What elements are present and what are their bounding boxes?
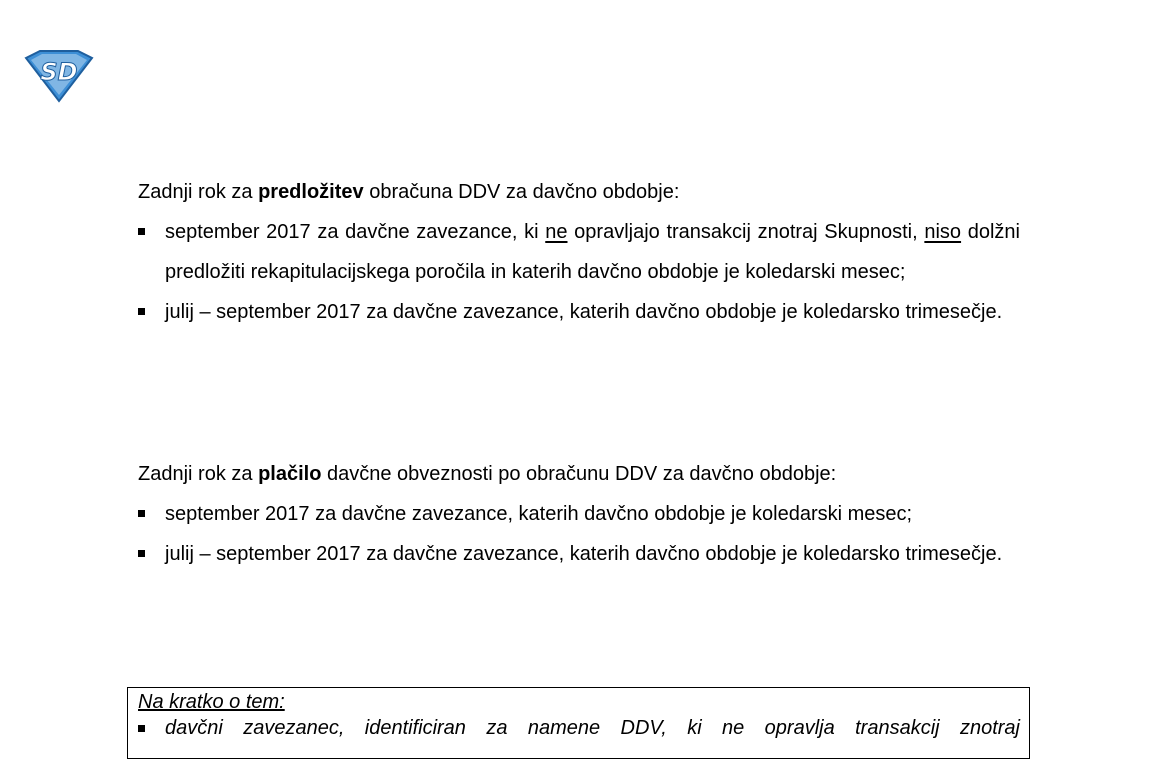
list-item: julij – september 2017 za davčne zavezance, katerih davčno obdobje je koledarsko trimesečje. xyxy=(138,534,1020,574)
section2-list xyxy=(138,494,1020,574)
section2-intro: Zadnji rok za plačilo davčne obveznosti po obračunu DDV za davčno obdobje: xyxy=(138,463,837,485)
section1-intro-bold: predložitev xyxy=(258,181,364,203)
company-logo xyxy=(22,48,96,104)
bullet-icon xyxy=(138,510,145,517)
summary-box-title: Na kratko o tem: xyxy=(138,691,285,713)
section2-intro-bold: plačilo xyxy=(258,463,322,485)
bullet-icon xyxy=(138,725,145,732)
list-item: september 2017 za davčne zavezance, katerih davčno obdobje je koledarski mesec; xyxy=(138,494,1020,534)
section1-list xyxy=(138,212,1020,332)
logo-letters: SD xyxy=(40,58,78,86)
underlined-word: niso xyxy=(924,221,962,243)
bullet-icon xyxy=(138,308,145,315)
bullet-icon xyxy=(138,550,145,557)
summary-box-item: davčni zavezanec, identificiran za namene DDV, ki ne opravlja transakcij znotraj xyxy=(138,716,1020,740)
section1-intro: Zadnji rok za predložitev obračuna DDV za davčno obdobje: xyxy=(138,181,680,203)
bullet-icon xyxy=(138,228,145,235)
underlined-word: ne xyxy=(545,221,568,243)
list-item: julij – september 2017 za davčne zavezance, katerih davčno obdobje je koledarsko trimesečje. xyxy=(138,292,1020,332)
list-item: september 2017 za davčne zavezance, ki ne opravljajo transakcij znotraj Skupnosti, niso dolžni predložiti rekapitulacijskega poročila in katerih davčno obdobje je koledarski mesec; xyxy=(138,212,1020,292)
